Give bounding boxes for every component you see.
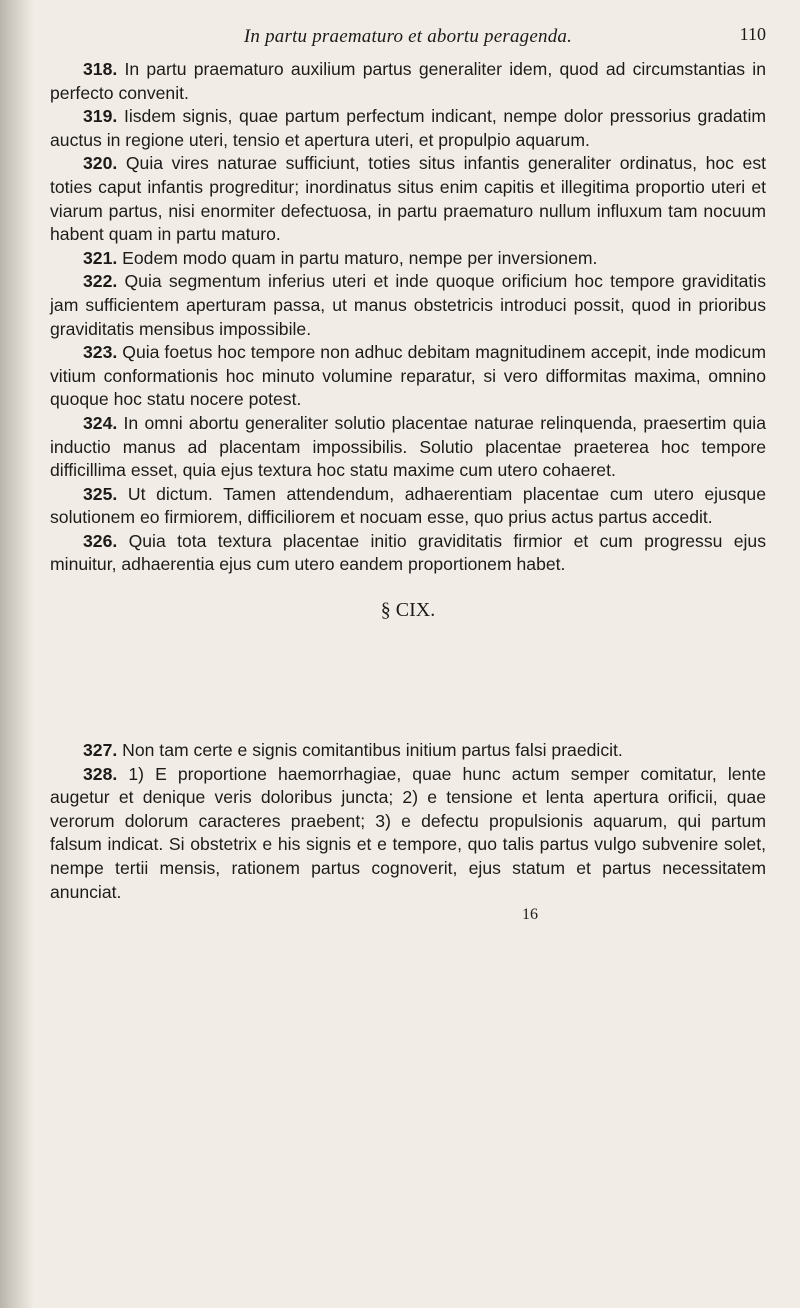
paragraph-block-before-section: [50, 58, 766, 577]
paragraph-328: [50, 763, 766, 905]
paragraph-324: [50, 412, 766, 483]
paragraph-322: [50, 270, 766, 341]
paragraph-number: 327.: [83, 740, 118, 761]
paragraph-text: Eodem modo quam in partu maturo, nempe per inversionem.: [122, 247, 598, 268]
running-title: In partu praematuro et abortu peragenda.: [243, 26, 573, 47]
paragraph-text: Quia vires naturae sufficiunt, toties situs infantis generaliter ordinatus, hoc est toties caput infantis progreditur; inordinatus situs enim capitis et illegitima proportio uteri et viarum partus, nisi enormiter defectuosa, in partu praematuro nullum influxum tam nocuum habent quam in partu maturo.: [50, 153, 767, 245]
paragraph-text: In partu praematuro auxilium partus generaliter idem, quod ad circumstantias in perfecto convenit.: [50, 59, 766, 103]
book-page: [50, 18, 766, 924]
signature-mark: 16: [522, 906, 538, 924]
paragraph-text: Iisdem signis, quae partum perfectum indicant, nempe dolor pressorius gradatim auctus in regione uteri, tensio et apertura uteri, et propulpio aquarum.: [50, 106, 767, 150]
paragraph-text: Quia foetus hoc tempore non adhuc debitam magnitudinem accepit, inde modicum vitium conformationis hoc minuto volumine reparatur, si vero difformitas maxima, omnino quoque hoc statu nocere potest.: [50, 342, 767, 410]
paragraph-text: 1) E proportione haemorrhagiae, quae hunc actum semper comitatur, lente augetur et denique veris doloribus juncta; 2) e tensione et lenta apertura orificii, quae verorum dolorum caracteres praebent; 3) e defectu propulsionis aquarum, qui partum falsum indicat. Si obstetrix e his signis et e tempore, quo talis partus vulgo subvenire solet, nempe tertii mensis, rationem partus cognoverit, ejus statum et partus necessitatem anunciat.: [50, 763, 767, 902]
paragraph-323: [50, 341, 766, 412]
paragraph-number: 323.: [83, 342, 118, 363]
running-head: [50, 18, 766, 52]
page-number: 110: [739, 24, 766, 44]
book-binding-shadow: [0, 0, 34, 1308]
paragraph-text: In omni abortu generaliter solutio placentae naturae relinquenda, praesertim quia inductio manus ad placentam impossibilis. Solutio placentae praeterea hoc tempore difficillima esset, quia ejus textura hoc statu maxime cum utero cohaeret.: [50, 412, 766, 481]
paragraph-325: [50, 483, 766, 530]
paragraph-number: 322.: [83, 271, 118, 292]
paragraph-number: 321.: [83, 247, 118, 268]
paragraph-number: 319.: [83, 106, 118, 127]
paragraph-318: [50, 58, 766, 105]
paragraph-327: [50, 739, 766, 763]
paragraph-number: 320.: [83, 153, 118, 174]
paragraph-text: Quia segmentum inferius uteri et inde quoque orificium hoc tempore graviditatis jam sufficientem aperturam passa, ut manus obstetricis introduci possit, quod in prioribus graviditatis mensibus impossibile.: [50, 271, 766, 339]
paragraph-number: 325.: [83, 483, 118, 504]
section-heading: § CIX.: [380, 599, 436, 622]
paragraph-text: Non tam certe e signis comitantibus initium partus falsi praedicit.: [122, 740, 623, 761]
paragraph-number: 326.: [83, 530, 118, 551]
paragraph-text: Ut dictum. Tamen attendendum, adhaerentiam placentae cum utero ejusque solutionem eo firmiorem, difficiliorem et nocuam esse, quo prius actus partus accedit.: [50, 483, 767, 528]
paragraph-321: [50, 247, 766, 271]
paragraph-number: 328.: [83, 763, 118, 784]
paragraph-319: [50, 105, 766, 152]
paragraph-320: [50, 152, 766, 246]
paragraph-number: 324.: [83, 412, 118, 433]
paragraph-326: [50, 530, 766, 577]
paragraph-text: Quia tota textura placentae initio graviditatis firmior et cum progressu ejus minuitur, adhaerentia ejus cum utero eandem proportionem habet.: [50, 530, 766, 575]
paragraph-number: 318.: [83, 59, 118, 79]
paragraph-block-after-section: [50, 739, 766, 904]
